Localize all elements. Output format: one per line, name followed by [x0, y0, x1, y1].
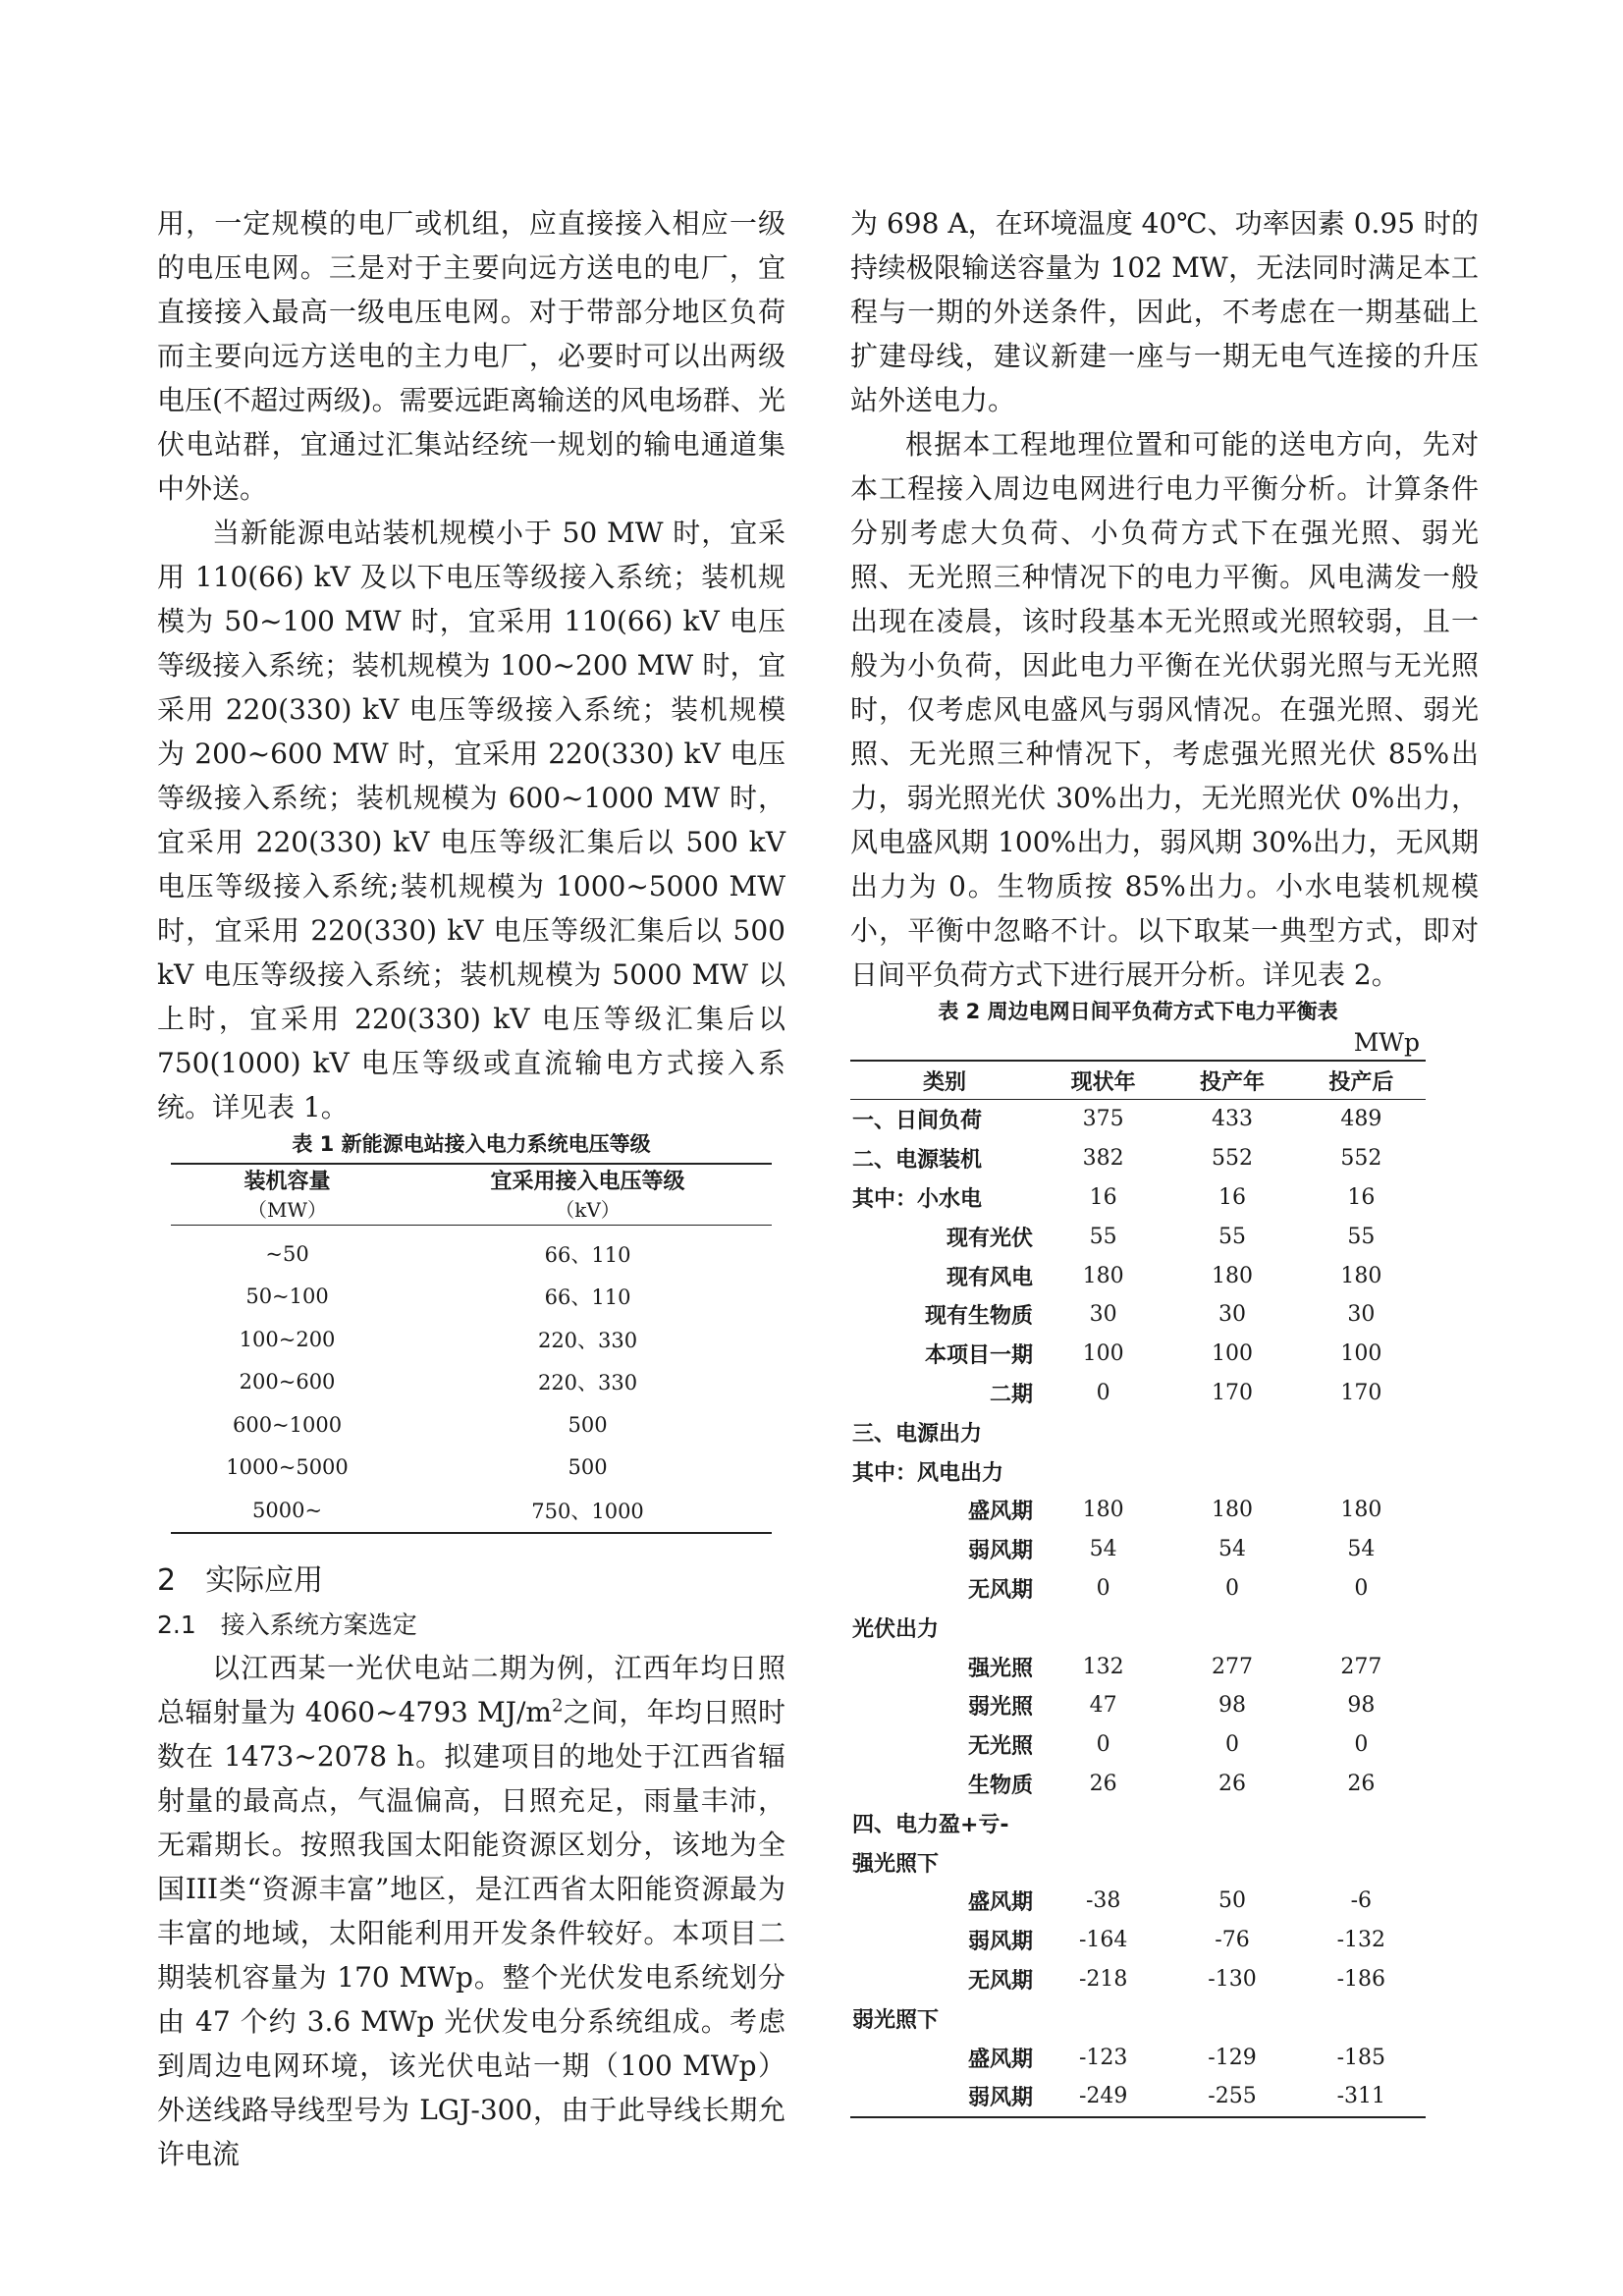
table-row [171, 1276, 772, 1319]
table-row [850, 1100, 1426, 1139]
table2-caption: 表 2 周边电网日间平负荷方式下电力平衡表 [938, 1000, 1338, 1023]
table-row [850, 1882, 1426, 1921]
table2-cell-after-production [1297, 1451, 1426, 1491]
table2-cell-production-year: 98 [1217, 1693, 1246, 1719]
table1-header-voltage-label: 宜采用接入电压等级 [490, 1170, 685, 1194]
table2-cell-after-production: 180 [1340, 1498, 1382, 1523]
table2-row-label: 强光照下 [852, 1851, 940, 1877]
table2-cell-current-year: 47 [1089, 1693, 1117, 1719]
table1-cell-voltage: 750、1000 [531, 1499, 644, 1523]
table2-cell-after-production: 55 [1347, 1224, 1376, 1249]
table2-cell-current-year [1039, 1998, 1167, 2038]
table-row [850, 1725, 1426, 1765]
table-row [171, 1318, 772, 1361]
table2-row-label: 生物质 [967, 1773, 1033, 1798]
table2-cell-current-year: 30 [1089, 1302, 1117, 1328]
table-row [850, 1647, 1426, 1686]
section-heading: 2 实际应用 [157, 1562, 324, 1598]
table2-cell-production-year: 180 [1211, 1498, 1253, 1523]
left-paragraph-3 [157, 1646, 785, 2176]
table2-row-label: 强光照 [967, 1656, 1033, 1681]
table2-cell-after-production [1297, 1412, 1426, 1451]
table2-cell-production-year: 433 [1211, 1107, 1253, 1132]
table2-cell-after-production: 30 [1347, 1302, 1376, 1328]
table2-cell-current-year [1039, 1608, 1167, 1647]
table2-cell-after-production [1297, 1608, 1426, 1647]
table2-cell-production-year: 26 [1217, 1771, 1246, 1796]
table2-cell-after-production: 277 [1340, 1654, 1382, 1679]
table2-cell-current-year [1039, 1842, 1167, 1882]
table-row [850, 1178, 1426, 1218]
subsection-heading: 2.1 接入系统方案选定 [157, 1610, 417, 1639]
table1-cell-voltage: 500 [568, 1412, 608, 1437]
table1 [171, 1163, 772, 1534]
table2-cell-current-year: 16 [1089, 1184, 1117, 1210]
table1-header-capacity-unit: （MW） [247, 1198, 328, 1222]
table2-row-label: 盛风期 [967, 1500, 1033, 1525]
table2-row-label: 三、电源出力 [852, 1421, 983, 1447]
table2-header-current-year: 现状年 [1039, 1061, 1167, 1100]
table-row [850, 1686, 1426, 1725]
table-row [850, 1374, 1426, 1413]
table2-row-label: 二、电源装机 [852, 1148, 983, 1174]
table-row [850, 1960, 1426, 1999]
table2-row-label: 其中：小水电 [852, 1186, 983, 1212]
table1-header-capacity-label: 装机容量 [243, 1170, 331, 1194]
right-paragraph-2: 根据本工程地理位置和可能的送电方向，先对本工程接入周边电网进行电力平衡分析。计算条件分别考虑大负荷、小负荷方式下在强光照、弱光照、无光照三种情况下的电力平衡。风电满发一般出现在凌晨，该时段基本无光照或光照较弱，且一般为小负荷，因此电力平衡在光伏弱光照与无光照时，仅考虑风电盛风与弱风情况。在强光照、弱光照、无光照三种情况下，考虑强光照光伏 85%出力，弱光照光伏 30%出力，无光照光伏 0%出力，风电盛风期 100%出力，弱风期 30%出力，无风期出力为 0。生物质按 85%出力。小水电装机规模小，平衡中忽略不计。以下取某一典型方式，即对日间平负荷方式下进行展开分析。详见表 2。 [850, 428, 1479, 991]
table2-cell-current-year: 375 [1082, 1107, 1124, 1132]
table2-cell-after-production: 54 [1347, 1537, 1376, 1562]
table2-cell-current-year: 0 [1096, 1575, 1110, 1601]
table-row [850, 1765, 1426, 1804]
table2-body [850, 1100, 1426, 2117]
table2-cell-after-production: -311 [1336, 2084, 1386, 2109]
table-row [850, 1451, 1426, 1491]
table2-cell-current-year: 132 [1082, 1654, 1124, 1679]
table-row [171, 1226, 772, 1276]
table1-cell-voltage: 66、110 [544, 1285, 631, 1310]
left-paragraph-2: 当新能源电站装机规模小于 50 MW 时，宜采用 110(66) kV 及以下电压等级接入系统；装机规模为 50~100 MW 时，宜采用 110(66) kV 电压等级接入系统；装机规模为 100~200 MW 时，宜采用 220(330) kV 电压等级接入系统；装机规模为 200~600 MW 时，宜采用 220(330) kV 电压等级接入系统；装机规模为 600~1000 MW 时，宜采用 220(330) kV 电压等级汇集后以 500 kV 电压等级接入系统;装机规模为 1000~5000 MW 时，宜采用 220(330) kV 电压等级汇集后以 500 kV 电压等级接入系统；装机规模为 5000 MW 以上时，宜采用 220(330) kV 电压等级汇集后以 750(1000) kV 电压等级或直流输电方式接入系统。详见表 1。 [157, 517, 785, 1123]
table2-row-label: 其中：风电出力 [852, 1460, 1004, 1486]
table1-cell-capacity: 5000~ [252, 1498, 323, 1522]
table-row [850, 1842, 1426, 1882]
table-row [850, 1412, 1426, 1451]
table2-cell-after-production: -132 [1336, 1928, 1386, 1953]
table2-cell-current-year: -164 [1078, 1928, 1128, 1953]
table2-cell-after-production: 26 [1347, 1771, 1376, 1796]
table1-cell-capacity: 50~100 [245, 1285, 329, 1309]
table-row [171, 1403, 772, 1447]
table1-cell-voltage: 500 [568, 1455, 608, 1480]
table2 [850, 1060, 1426, 2118]
table2-cell-production-year: 30 [1217, 1302, 1246, 1328]
table-row [850, 1295, 1426, 1335]
table2-row-label: 四、电力盈+亏- [852, 1812, 1009, 1837]
left-paragraph-3-part-a: 以江西某一光伏电站二期为例，江西年均日照总辐射量为 4060~4793 MJ/m [157, 1651, 785, 1728]
table2-cell-production-year: 0 [1224, 1732, 1239, 1758]
table2-cell-after-production: -186 [1336, 1966, 1386, 1992]
table2-cell-current-year: 26 [1089, 1771, 1117, 1796]
table2-cell-production-year: -76 [1215, 1928, 1250, 1953]
table2-cell-production-year [1167, 1451, 1296, 1491]
table2-header-row [850, 1061, 1426, 1100]
table-row [850, 1803, 1426, 1842]
table-row [171, 1361, 772, 1404]
table2-row-label: 弱风期 [967, 1930, 1033, 1955]
right-paragraph-1: 为 698 A，在环境温度 40℃、功率因素 0.95 时的持续极限输送容量为 102 MW，无法同时满足本工程与一期的外送条件，因此，不考虑在一期基础上扩建母线，建议新建一座与一期无电气连接的升压站外送电力。 [850, 207, 1479, 416]
table1-header-row [171, 1164, 772, 1226]
table2-cell-production-year: 170 [1211, 1380, 1253, 1405]
table2-cell-current-year: 55 [1089, 1224, 1117, 1249]
table2-cell-after-production [1297, 1803, 1426, 1842]
right-column [850, 201, 1479, 2118]
table-row [850, 1921, 1426, 1960]
table-row [850, 1569, 1426, 1609]
left-paragraph-1: 用，一定规模的电厂或机组，应直接接入相应一级的电压电网。三是对于主要向远方送电的电厂，宜直接接入最高一级电压电网。对于带部分地区负荷而主要向远方送电的主力电厂，必要时可以出两级电压(不超过两级)。需要远距离输送的风电场群、光伏电站群，宜通过汇集站经统一规划的输电通道集中外送。 [157, 207, 785, 505]
superscript-2: 2 [551, 1695, 564, 1717]
table2-cell-current-year: -218 [1078, 1966, 1128, 1992]
table2-cell-production-year: 277 [1211, 1654, 1253, 1679]
table-row [850, 1998, 1426, 2038]
table2-cell-production-year: 16 [1217, 1184, 1246, 1210]
table2-cell-after-production: 98 [1347, 1693, 1376, 1719]
table1-header-voltage [404, 1164, 772, 1226]
table2-cell-production-year [1167, 1412, 1296, 1451]
table2-cell-after-production: -185 [1336, 2045, 1386, 2070]
table2-cell-after-production: 16 [1347, 1184, 1376, 1210]
table2-cell-production-year: 552 [1211, 1146, 1253, 1172]
table-row [850, 1530, 1426, 1569]
table2-row-label: 现有生物质 [924, 1304, 1033, 1330]
table2-cell-current-year: 0 [1096, 1380, 1110, 1405]
table2-row-label: 本项目一期 [924, 1343, 1033, 1369]
table1-cell-voltage: 66、110 [544, 1242, 631, 1267]
table-row [850, 1608, 1426, 1647]
table-row [850, 1256, 1426, 1295]
table1-cell-capacity: 100~200 [239, 1327, 336, 1351]
table2-cell-current-year: -123 [1078, 2045, 1128, 2070]
table2-cell-production-year [1167, 1803, 1296, 1842]
table2-cell-production-year [1167, 1608, 1296, 1647]
table1-cell-capacity: 200~600 [239, 1370, 336, 1394]
table2-cell-after-production: 489 [1340, 1107, 1382, 1132]
table2-cell-after-production: 0 [1354, 1732, 1369, 1758]
table-row [850, 1217, 1426, 1256]
table2-cell-current-year: 382 [1082, 1146, 1124, 1172]
table2-row-label: 盛风期 [967, 1890, 1033, 1916]
table2-row-label: 光伏出力 [852, 1616, 940, 1642]
table2-cell-current-year: -38 [1085, 1888, 1121, 1914]
table2-header-production-year: 投产年 [1167, 1061, 1296, 1100]
table2-row-label: 弱光照下 [852, 2007, 940, 2033]
table2-cell-production-year [1167, 1998, 1296, 2038]
table2-header-category: 类别 [850, 1061, 1039, 1100]
table2-cell-production-year: 0 [1224, 1575, 1239, 1601]
table2-cell-current-year [1039, 1803, 1167, 1842]
table1-body [171, 1226, 772, 1533]
table-row [850, 2077, 1426, 2117]
table2-cell-after-production: 170 [1340, 1380, 1382, 1405]
table2-row-label: 无风期 [967, 1968, 1033, 1994]
table2-cell-production-year: 50 [1217, 1888, 1246, 1914]
table2-row-label: 无光照 [967, 1734, 1033, 1760]
table2-cell-after-production: 552 [1340, 1146, 1382, 1172]
table2-cell-current-year: 54 [1089, 1537, 1117, 1562]
table1-cell-capacity: 1000~5000 [226, 1455, 349, 1480]
table2-cell-production-year: 55 [1217, 1224, 1246, 1249]
table2-cell-production-year: -255 [1208, 2084, 1257, 2109]
table2-cell-current-year: 0 [1096, 1732, 1110, 1758]
left-column [157, 201, 785, 2176]
table2-row-label: 弱风期 [967, 1539, 1033, 1564]
table-row [850, 1139, 1426, 1178]
table-row [171, 1447, 772, 1490]
table-row [850, 1491, 1426, 1530]
table2-cell-current-year: 180 [1082, 1498, 1124, 1523]
table2-cell-production-year: 54 [1217, 1537, 1246, 1562]
table2-cell-after-production: 180 [1340, 1263, 1382, 1288]
table2-cell-production-year: 180 [1211, 1263, 1253, 1288]
table1-cell-capacity: 600~1000 [232, 1412, 343, 1437]
table-row [850, 2038, 1426, 2077]
table2-cell-after-production [1297, 1998, 1426, 2038]
table1-cell-capacity: ~50 [265, 1241, 309, 1266]
table2-cell-current-year: 100 [1082, 1341, 1124, 1367]
table1-header-voltage-unit: （kV） [555, 1198, 621, 1222]
table1-cell-voltage: 220、330 [537, 1371, 638, 1395]
table2-cell-current-year [1039, 1451, 1167, 1491]
table2-cell-after-production: -6 [1350, 1888, 1373, 1914]
table-row [850, 1335, 1426, 1374]
left-paragraph-3-part-b: 之间，年均日照时数在 1473~2078 h。拟建项目的地处于江西省辐射量的最高点，气温偏高，日照充足，雨量丰沛，无霜期长。按照我国太阳能资源区划分，该地为全国III类“资源丰富”地区，是江西省太阳能资源最为丰富的地域，太阳能利用开发条件较好。本项目二期装机容量为 170 MWp。整个光伏发电系统划分由 47 个约 3.6 MWp 光伏发电分系统组成。考虑到周边电网环境，该光伏电站一期（100 MWp）外送线路导线型号为 LGJ-300，由于此导线长期允许电流 [157, 1695, 785, 2170]
table2-cell-current-year: -249 [1078, 2084, 1128, 2109]
table2-cell-production-year [1167, 1842, 1296, 1882]
table2-cell-after-production: 0 [1354, 1575, 1369, 1601]
table2-cell-after-production [1297, 1842, 1426, 1882]
table-row [171, 1489, 772, 1533]
table1-caption: 表 1 新能源电站接入电力系统电压等级 [292, 1132, 651, 1156]
table2-row-label: 弱光照 [967, 1695, 1033, 1721]
table2-cell-production-year: -130 [1208, 1966, 1257, 1992]
table2-cell-production-year: -129 [1208, 2045, 1257, 2070]
table2-row-label: 弱风期 [967, 2086, 1033, 2111]
table2-row-label: 现有光伏 [946, 1226, 1033, 1251]
table2-row-label: 二期 [989, 1382, 1033, 1407]
table2-row-label: 无风期 [967, 1577, 1033, 1603]
table2-unit: MWp [1353, 1028, 1420, 1057]
table2-row-label: 盛风期 [967, 2047, 1033, 2072]
table2-row-label: 一、日间负荷 [852, 1109, 983, 1134]
table1-cell-voltage: 220、330 [537, 1328, 638, 1352]
table2-cell-after-production: 100 [1340, 1341, 1382, 1367]
table1-header-capacity [171, 1164, 404, 1226]
table2-cell-production-year: 100 [1211, 1341, 1253, 1367]
table2-cell-current-year [1039, 1412, 1167, 1451]
table2-row-label: 现有风电 [946, 1265, 1033, 1290]
table2-header-after-production: 投产后 [1297, 1061, 1426, 1100]
table2-cell-current-year: 180 [1082, 1263, 1124, 1288]
